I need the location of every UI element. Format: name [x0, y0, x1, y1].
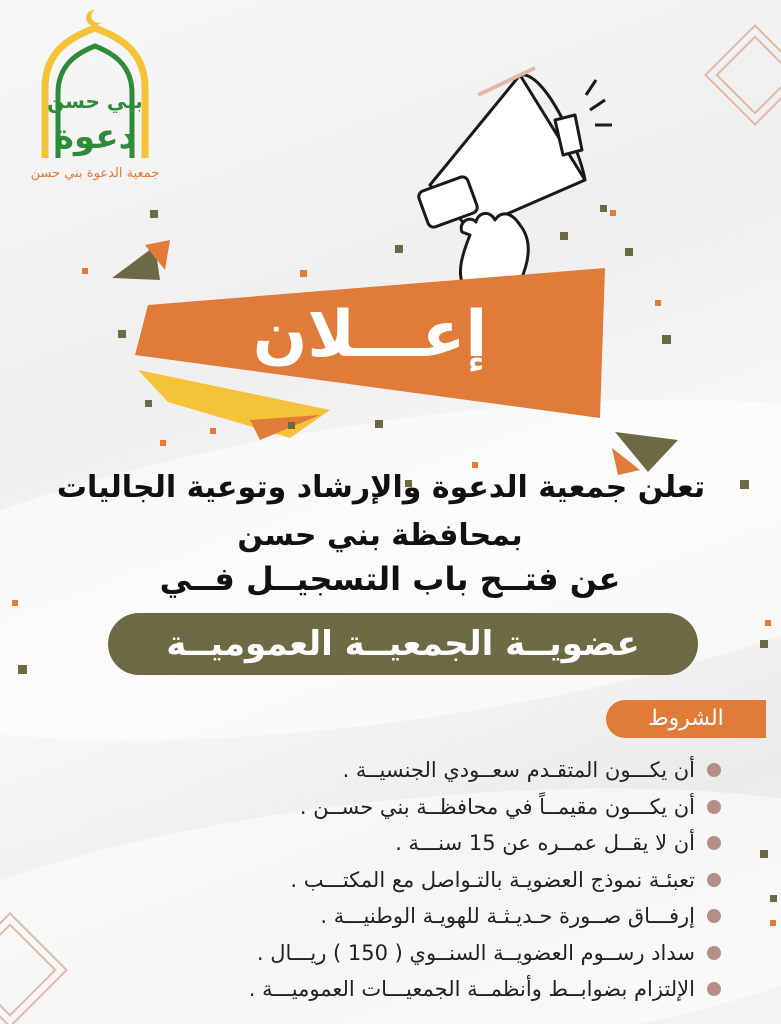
condition-item: أن لا يقــل عمــره عن 15 سنـــة .	[101, 825, 721, 862]
bullet-icon	[707, 763, 721, 777]
svg-text:بني حسن: بني حسن	[47, 89, 143, 113]
svg-text:دعوة: دعوة	[53, 117, 137, 157]
bullet-icon	[707, 946, 721, 960]
condition-item: تعبئـة نموذج العضويـة بالتـواصل مع المكتـــب .	[101, 862, 721, 899]
condition-item: سداد رســوم العضويــة السنــوي ( 150 ) ريـــال .	[101, 935, 721, 972]
bullet-icon	[707, 982, 721, 996]
condition-item: الإلتزام بضوابــط وأنظمــة الجمعيـــات العموميـــة .	[101, 971, 721, 1008]
banner-ribbon-yellow	[138, 370, 330, 438]
megaphone-icon	[417, 68, 612, 230]
condition-item: أن يكـــون المتقـدم سعــودي الجنسيــة .	[101, 752, 721, 789]
bullet-icon	[707, 836, 721, 850]
conditions-list	[101, 752, 721, 1008]
condition-item: أن يكـــون مقيمــاً في محافظــة بني حســن .	[101, 789, 721, 826]
bullet-icon	[707, 800, 721, 814]
announcement-line-3: عن فتــح باب التسجيــل فــي	[159, 560, 621, 598]
announcement-line-1: تعلن جمعية الدعوة والإرشاد وتوعية الجاليات	[56, 470, 706, 505]
conditions-title: الشروط	[606, 700, 766, 738]
announcement-line-2: بمحافظة بني حسن	[237, 518, 523, 553]
bullet-icon	[707, 873, 721, 887]
mosque-dome-icon	[30, 8, 160, 188]
logo-caption: جمعية الدعوة بني حسن	[30, 166, 160, 181]
hand-icon	[460, 213, 528, 282]
condition-item: إرفـــاق صــورة حـديـثـة للهويـة الوطنيـــة .	[101, 898, 721, 935]
banner-title: إعـــلان	[252, 298, 488, 372]
bullet-icon	[707, 909, 721, 923]
highlight-pill: عضويــة الجمعيــة العموميــة	[108, 613, 698, 675]
